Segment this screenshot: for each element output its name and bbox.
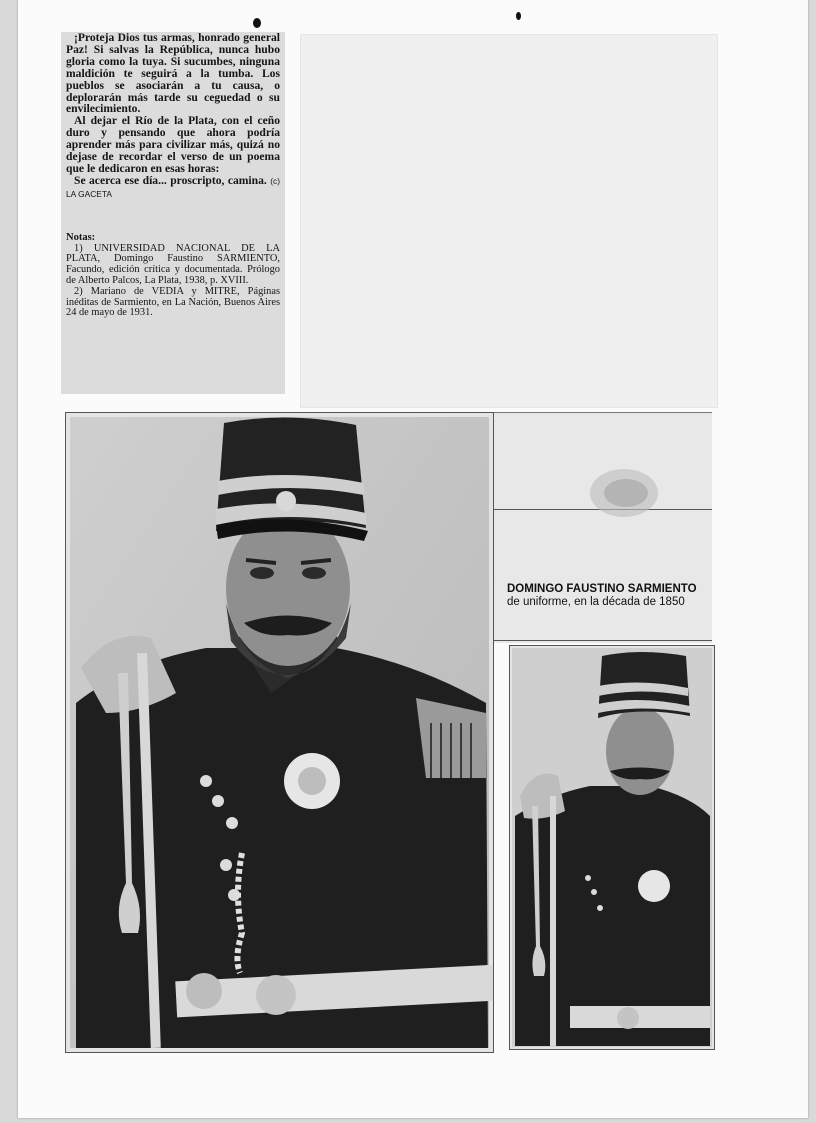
portrait-photo-icon xyxy=(66,413,493,1052)
closing-quote: Se acerca ese día... proscripto, camina. xyxy=(74,173,267,187)
caption-clipping xyxy=(494,412,712,643)
article-clipping xyxy=(61,32,285,394)
ink-speck xyxy=(253,18,261,28)
photo-caption xyxy=(507,583,707,608)
portrait-photo-large xyxy=(65,412,494,1053)
divider xyxy=(494,640,712,641)
portrait-photo-icon xyxy=(510,646,714,1049)
article-paragraph: Al dejar el Río de la Plata, con el ceño duro y pensando que ahora podría aprender más para civilizar más, quizá no dejase de recordar el verso de un poema que le dedicaron en esas horas: xyxy=(66,114,280,175)
caption-description: de uniforme, en la década de 1850 xyxy=(507,595,685,608)
article-credit: (c) LA GACETA xyxy=(66,175,280,199)
article-paragraph: ¡Proteja Dios tus armas, honrado general Paz! Si salvas la República, nunca hubo gloria como la tuya. Si sucumbes, ninguna maldición te seguirá a la tumba. Los pueblos se asociarán a tu causa, o deplorarán más tarde su ceguedad o su envilecimiento. xyxy=(66,31,280,116)
note-item: 2) Mariano de VEDIA y MITRE, Páginas inéditas de Sarmiento, en La Nación, Buenos Aires 24 de mayo de 1931. xyxy=(66,285,280,319)
note-item: 1) UNIVERSIDAD NACIONAL DE LA PLATA, Domingo Faustino SARMIENTO, Facundo, edición crítica y documentada. Prólogo de Alberto Palcos, La Plata, 1938, p. XVIII. xyxy=(66,242,280,286)
article-closing-line xyxy=(66,175,280,201)
faded-clipping-ghost xyxy=(300,34,718,408)
portrait-photo-small xyxy=(509,645,715,1050)
notes-heading: Notas: xyxy=(66,231,96,243)
caption-name: DOMINGO FAUSTINO SARMIENTO xyxy=(507,583,697,595)
stain-mark-icon xyxy=(584,463,664,523)
ink-speck xyxy=(516,12,521,20)
